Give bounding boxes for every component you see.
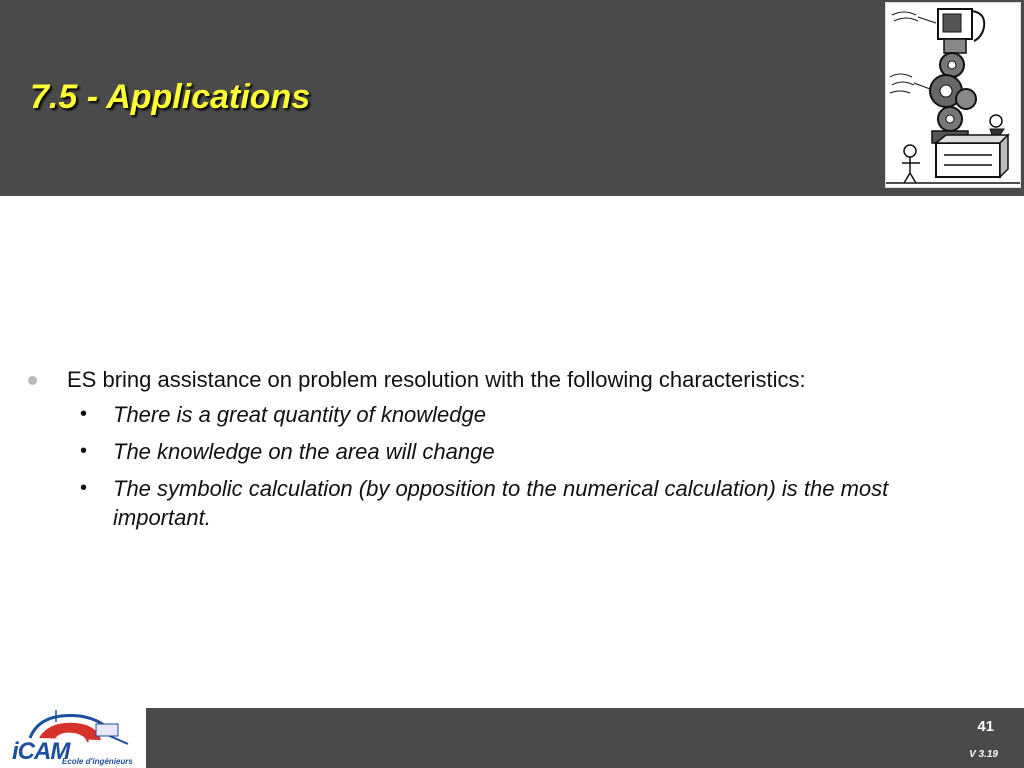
version-label: V 3.19 [969, 749, 998, 760]
sub-bullet-dot-icon: • [80, 477, 88, 499]
cartoon-drawing [886, 3, 1020, 187]
icam-logo [0, 708, 146, 768]
page-number: 41 [977, 718, 994, 735]
footer [0, 708, 1024, 768]
sub-bullet-text: The knowledge on the area will change [113, 439, 495, 464]
header-bar [0, 0, 1024, 196]
expert-system-cartoon-image [885, 2, 1021, 188]
sub-bullet-text: There is a great quantity of knowledge [113, 402, 487, 427]
logo-wordmark: iCAM [12, 738, 70, 765]
slide-title: 7.5 - Applications [30, 78, 311, 116]
sub-bullet-dot-icon: • [80, 403, 88, 425]
main-bullet-text: ES bring assistance on problem resolution with the following characteristics: [67, 367, 806, 392]
sub-bullet-item [28, 437, 963, 466]
sub-bullet-dot-icon: • [80, 440, 88, 462]
sub-bullet-list [28, 400, 978, 532]
slide-body [28, 364, 978, 540]
sub-bullet-item [28, 400, 963, 429]
sub-bullet-text: The symbolic calculation (by opposition to the numerical calculation) is the most important. [113, 476, 889, 530]
main-bullet [28, 364, 978, 396]
footer-bar [146, 708, 1024, 768]
bullet-dot-icon [28, 376, 37, 385]
sub-bullet-item [28, 474, 963, 532]
logo-subtitle: Ecole d'ingénieurs [62, 757, 133, 766]
